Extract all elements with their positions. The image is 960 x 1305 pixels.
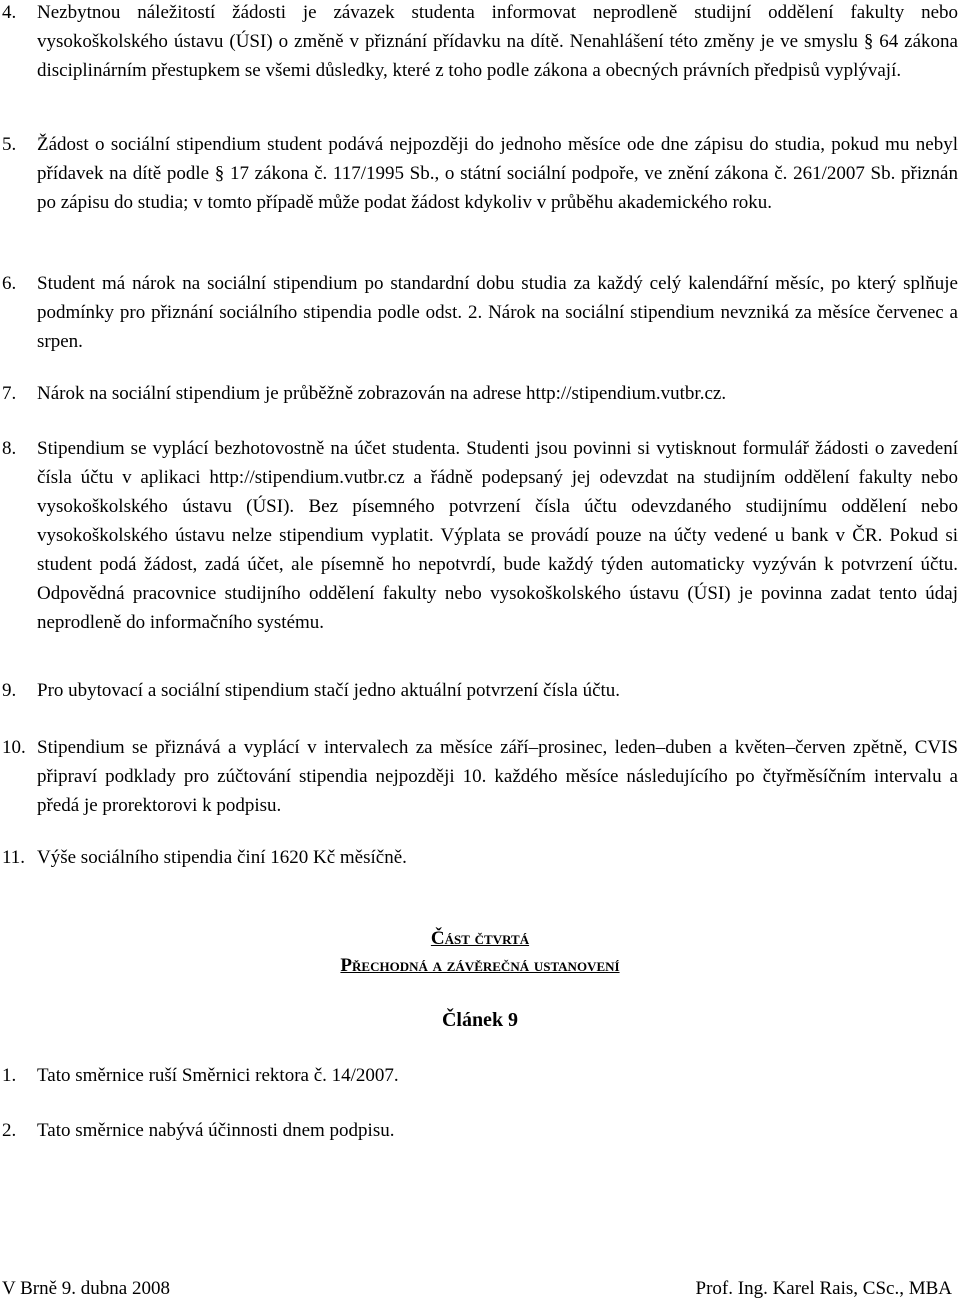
paragraph-number: 7. [2, 383, 17, 404]
final-paragraph-2 [0, 1116, 958, 1145]
paragraph-number: 6. [2, 273, 17, 294]
paragraph-9 [0, 676, 958, 705]
part-subheading: Přechodná a závěrečná ustanovení [340, 955, 620, 976]
paragraph-5 [0, 130, 958, 217]
paragraph-text: Tato směrnice nabývá účinnosti dnem podpisu. [37, 1120, 395, 1141]
paragraph-text: Pro ubytovací a sociální stipendium stačí jedno aktuální potvrzení čísla účtu. [37, 680, 621, 701]
paragraph-number: 1. [2, 1065, 17, 1086]
paragraph-text: Výše sociálního stipendia činí 1620 Kč měsíčně. [37, 847, 407, 868]
paragraph-7 [0, 379, 958, 408]
paragraph-number: 2. [2, 1120, 17, 1141]
paragraph-text: Nezbytnou náležitostí žádosti je závazek studenta informovat neprodleně studijní oddělení fakulty nebo vysokoškolského ústavu (ÚSI) o změně v přiznání přídavku na dítě. Nenahlášení této změny je ve smyslu § 64 zákona disciplinárním přestupkem se všemi důsledky, které z toho podle zákona a obecných právních předpisů vyplývají. [37, 2, 958, 81]
paragraph-text: Tato směrnice ruší Směrnici rektora č. 14/2007. [37, 1065, 399, 1086]
signatory-name: Prof. Ing. Karel Rais, CSc., MBA [695, 1278, 952, 1299]
paragraph-10 [0, 733, 958, 820]
paragraph-4 [0, 0, 958, 85]
paragraph-number: 5. [2, 134, 17, 155]
paragraph-number: 8. [2, 438, 17, 459]
paragraph-11 [0, 843, 958, 872]
paragraph-text: Nárok na sociální stipendium je průběžně zobrazován na adrese http://stipendium.vutbr.cz. [37, 383, 727, 404]
paragraph-number: 9. [2, 680, 17, 701]
paragraph-text: Student má nárok na sociální stipendium po standardní dobu studia za každý celý kalendářní měsíc, po který splňuje podmínky pro přiznání sociálního stipendia podle odst. 2. Nárok na sociální stipendium nevzniká za měsíce červenec a srpen. [37, 273, 958, 352]
paragraph-number: 11. [2, 847, 26, 868]
paragraph-6 [0, 269, 958, 356]
paragraph-8 [0, 434, 958, 637]
final-paragraph-1 [0, 1061, 958, 1090]
paragraph-text: Žádost o sociální stipendium student podává nejpozději do jednoho měsíce ode dne zápisu do studia, pokud mu nebyl přídavek na dítě podle § 17 zákona č. 117/1995 Sb., o státní sociální podpoře, ve znění zákona č. 261/2007 Sb. přiznán po zápisu do studia; v tomto případě může podat žádost kdykoliv v průběhu akademického roku. [37, 134, 958, 213]
paragraph-number: 4. [2, 2, 17, 23]
paragraph-text: Stipendium se vyplácí bezhotovostně na účet studenta. Studenti jsou povinni si vytisknout formulář žádosti o zavedení čísla účtu v aplikaci http://stipendium.vutbr.cz a řádně podepsaný jej odevzdat na studijním oddělení fakulty nebo vysokoškolského ústavu (ÚSI). Bez písemného potvrzení čísla účtu odevzdaného studijnímu oddělení nebo vysokoškolského ústavu nelze stipendium vyplatit. Výplata se provádí pouze na účty vedené u bank v ČR. Pokud si student podá žádost, zadá účet, ale písemně ho nepotvrdí, bude každý týden automaticky vyzýván k potvrzení účtu. Odpovědná pracovnice studijního oddělení fakulty nebo vysokoškolského ústavu (ÚSI) je povinna zadat tento údaj neprodleně do informačního systému. [37, 438, 958, 633]
paragraph-text: Stipendium se přiznává a vyplácí v intervalech za měsíce září–prosinec, leden–duben a květen–červen zpětně, CVIS připraví podklady pro zúčtování stipendia nejpozději 10. každého měsíce následujícího po čtyřměsíčním intervalu a předá je prorektorovi k podpisu. [37, 737, 958, 816]
paragraph-number: 10. [2, 737, 26, 758]
part-heading: Část čtvrtá [430, 928, 530, 949]
article-heading: Článek 9 [441, 1009, 519, 1031]
place-date: V Brně 9. dubna 2008 [2, 1278, 170, 1299]
